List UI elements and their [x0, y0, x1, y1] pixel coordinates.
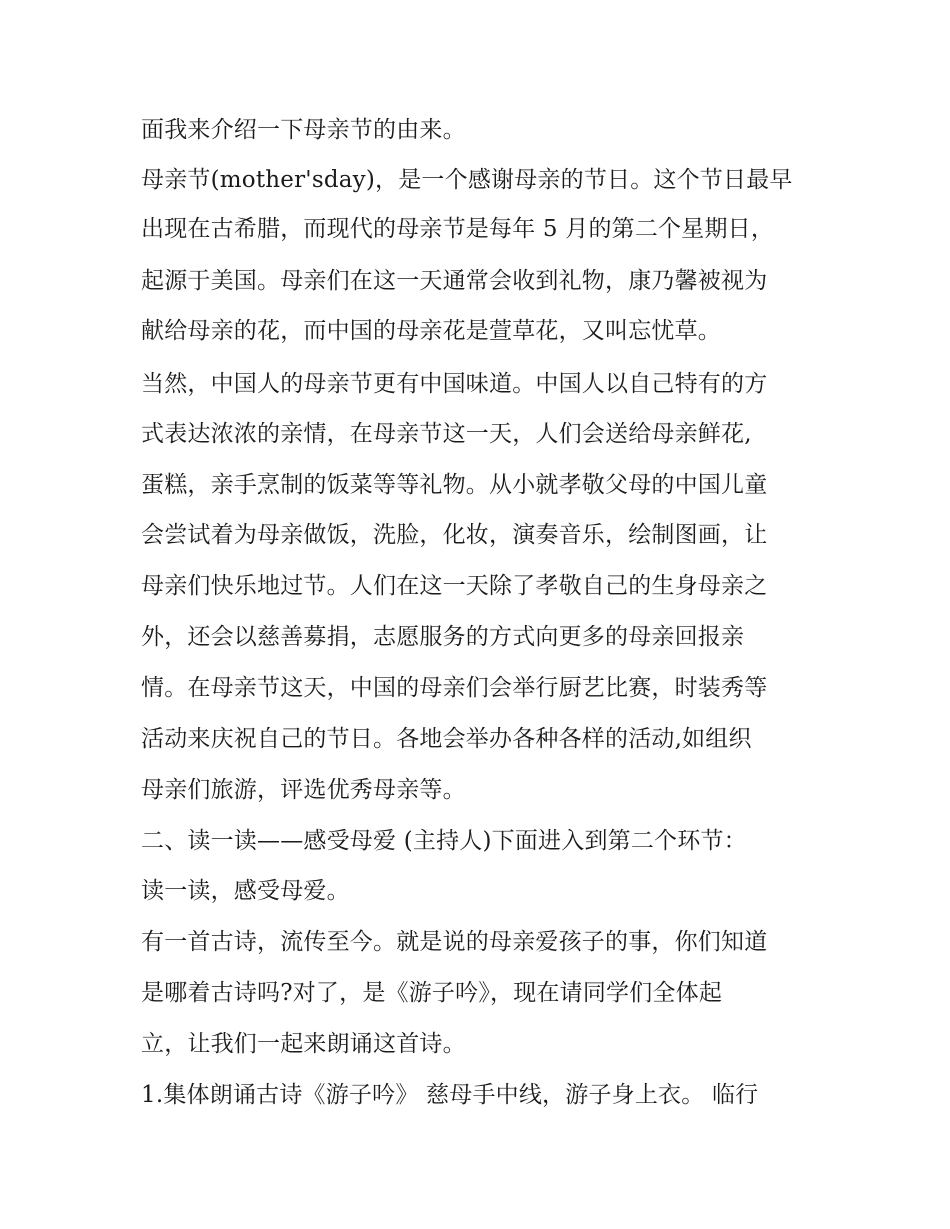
text-line-11: 外，还会以慈善募捐，志愿服务的方式向更多的母亲回报亲 [141, 624, 745, 650]
text-line-3: 出现在古希腊，而现代的母亲节是每年 5 月的第二个星期日， [141, 216, 775, 242]
text-line-9: 会尝试着为母亲做饭，洗脸，化妆，演奏音乐，绘制图画，让 [141, 522, 768, 548]
text-line-7: 式表达浓浓的亲情，在母亲节这一天，人们会送给母亲鲜花, [141, 421, 752, 447]
text-line-13: 活动来庆祝自己的节日。各地会举办各种各样的活动,如组织 [141, 726, 752, 752]
text-line-1: 面我来介绍一下母亲节的由来。 [141, 117, 466, 143]
text-line-19: 立，让我们一起来朗诵这首诗。 [141, 1031, 466, 1057]
text-line-17: 有一首古诗，流传至今。就是说的母亲爱孩子的事，你们知道 [141, 929, 768, 955]
text-line-14: 母亲们旅游，评选优秀母亲等。 [141, 777, 466, 803]
text-line-10: 母亲们快乐地过节。人们在这一天除了孝敬自己的生身母亲之 [141, 573, 768, 599]
text-line-8: 蛋糕，亲手烹制的饭菜等等礼物。从小就孝敬父母的中国儿童 [141, 472, 768, 498]
text-line-2: 母亲节(mother'sday)，是一个感谢母亲的节日。这个节日最早 [141, 167, 793, 193]
text-line-12: 情。在母亲节这天，中国的母亲们会举行厨艺比赛，时装秀等 [141, 675, 768, 701]
text-line-5: 献给母亲的花，而中国的母亲花是萱草花，又叫忘忧草。 [141, 318, 721, 344]
text-line-6: 当然，中国人的母亲节更有中国味道。中国人以自己特有的方 [141, 371, 768, 397]
text-line-4: 起源于美国。母亲们在这一天通常会收到礼物，康乃馨被视为 [141, 268, 768, 294]
text-line-20: 1.集体朗诵古诗《游子吟》 慈母手中线，游子身上衣。 临行 [141, 1082, 759, 1108]
text-line-18: 是哪着古诗吗?对了，是《游子吟》，现在请同学们全体起 [141, 980, 723, 1006]
text-line-16: 读一读，感受母爱。 [141, 878, 350, 904]
text-line-15: 二、读一读——感受母爱 (主持人)下面进入到第二个环节： [141, 828, 747, 854]
